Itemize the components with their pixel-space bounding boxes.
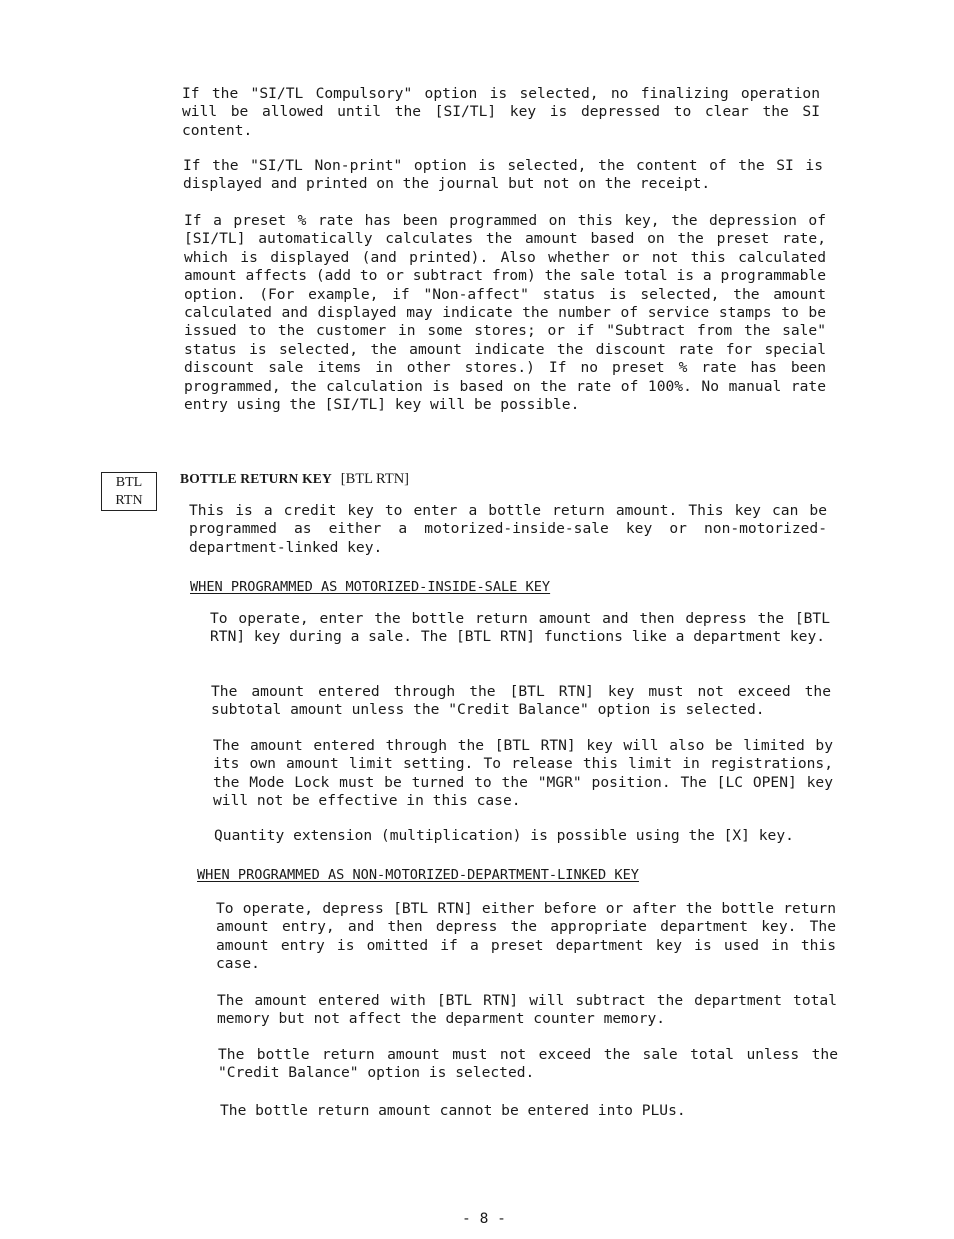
bottle-return-intro-paragraph: This is a credit key to enter a bottle return amount. This key can be programmed as either a motorized-inside-sale key or non-motorized-department-linked key. [189, 502, 827, 556]
preset-rate-paragraph: If a preset % rate has been programmed on this key, the depression of [SI/TL] automatically calculates the amount based on the preset rate, which is displayed (and printed). Also whether or not this calculated amount affects (add to or subtract from) the sale total is a programmable option. (For example, if "Non-affect" status is selected, the amount calculated and displayed may indicate the number of service stamps to be issued to the customer in some stores; or if "Subtract from the sale" status is selected, the amount indicate the discount rate for special discount sale items in other stores.) If no preset % rate has been programmed, the calculation is based on the rate of 100%. No manual rate entry using the [SI/TL] key will be possible. [184, 212, 826, 414]
non-motorized-paragraph-1: To operate, depress [BTL RTN] either before or after the bottle return amount entry, and then depress the appropriate department key. The amount entry is omitted if a preset department key is used in this case. [216, 900, 836, 973]
non-motorized-paragraph-2: The amount entered with [BTL RTN] will subtract the department total memory but not affect the deparment counter memory. [217, 992, 837, 1028]
motorized-subheading: WHEN PROGRAMMED AS MOTORIZED-INSIDE-SALE KEY [190, 579, 551, 595]
heading-title: BOTTLE RETURN KEY [180, 471, 332, 486]
non-motorized-paragraph-4: The bottle return amount cannot be entered into PLUs. [220, 1102, 686, 1119]
key-box-line-2: RTN [115, 493, 143, 508]
heading-key-code: [BTL RTN] [340, 471, 409, 487]
btl-rtn-key-box [101, 472, 157, 511]
motorized-paragraph-2: The amount entered through the [BTL RTN] key must not exceed the subtotal amount unless the "Credit Balance" option is selected. [211, 683, 831, 719]
page-number: - 8 - [462, 1210, 506, 1227]
si-tl-non-print-paragraph: If the "SI/TL Non-print" option is selected, the content of the SI is displayed and printed on the journal but not on the receipt. [183, 157, 823, 193]
motorized-paragraph-3: The amount entered through the [BTL RTN] key will also be limited by its own amount limit setting. To release this limit in registrations, the Mode Lock must be turned to the "MGR" position. The [LC OPEN] key will not be effective in this case. [213, 737, 833, 810]
non-motorized-paragraph-3: The bottle return amount must not exceed the sale total unless the "Credit Balance" option is selected. [218, 1046, 838, 1082]
non-motorized-subheading: WHEN PROGRAMMED AS NON-MOTORIZED-DEPARTMENT-LINKED KEY [197, 867, 639, 883]
motorized-paragraph-4: Quantity extension (multiplication) is possible using the [X] key. [214, 827, 794, 844]
bottle-return-key-heading [180, 470, 409, 488]
motorized-paragraph-1: To operate, enter the bottle return amount and then depress the [BTL RTN] key during a sale. The [BTL RTN] functions like a department key. [210, 610, 830, 646]
key-box-line-1: BTL [115, 475, 143, 490]
si-tl-compulsory-paragraph: If the "SI/TL Compulsory" option is selected, no finalizing operation will be allowed until the [SI/TL] key is depressed to clear the SI content. [182, 85, 820, 139]
